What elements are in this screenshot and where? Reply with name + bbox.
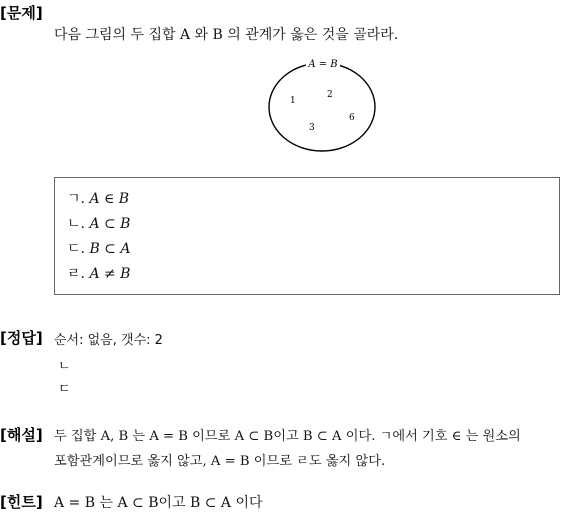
hint-text: A = B 는 A ⊂ B이고 B ⊂ A 이다 <box>54 495 263 511</box>
answer-item-1: ㄴ <box>58 359 71 374</box>
set-circle <box>269 63 375 151</box>
option-4 <box>67 263 130 283</box>
options-box <box>54 177 560 295</box>
option-2-marker: ㄴ. <box>67 216 85 232</box>
explanation-line-2: 포함관계이므로 옳지 않고, A = B 이므로 ㄹ도 옳지 않다. <box>54 454 386 469</box>
answer-summary: 순서: 없음, 갯수: 2 <box>54 333 163 348</box>
option-2-expr: A ⊂ B <box>89 216 131 232</box>
element-1: 1 <box>290 96 296 106</box>
set-label: A = B <box>308 59 338 70</box>
element-6: 6 <box>349 113 355 123</box>
option-1 <box>67 188 129 208</box>
problem-label: [문제] <box>0 4 43 22</box>
hint-label: [힌트] <box>0 493 43 511</box>
venn-diagram <box>266 58 378 154</box>
answer-label: [정답] <box>0 329 43 347</box>
element-3: 3 <box>309 123 315 133</box>
option-2 <box>67 213 130 233</box>
option-4-expr: A ≠ B <box>89 266 131 282</box>
option-3 <box>67 238 130 258</box>
option-1-expr: A ∈ B <box>89 191 130 207</box>
element-2: 2 <box>327 90 333 100</box>
explanation-label: [해설] <box>0 426 43 444</box>
option-3-marker: ㄷ. <box>67 241 85 257</box>
explanation-line-1: 두 집합 A, B 는 A = B 이므로 A ⊂ B이고 B ⊂ A 이다. ㄱ에서 기호 ∈ 는 원소의 <box>54 429 521 444</box>
answer-item-2: ㄷ <box>58 382 71 397</box>
option-1-marker: ㄱ. <box>67 191 85 207</box>
option-4-marker: ㄹ. <box>67 266 85 282</box>
option-3-expr: B ⊂ A <box>89 241 131 257</box>
problem-question: 다음 그림의 두 집합 A 와 B 의 관계가 옳은 것을 골라라. <box>54 27 399 43</box>
